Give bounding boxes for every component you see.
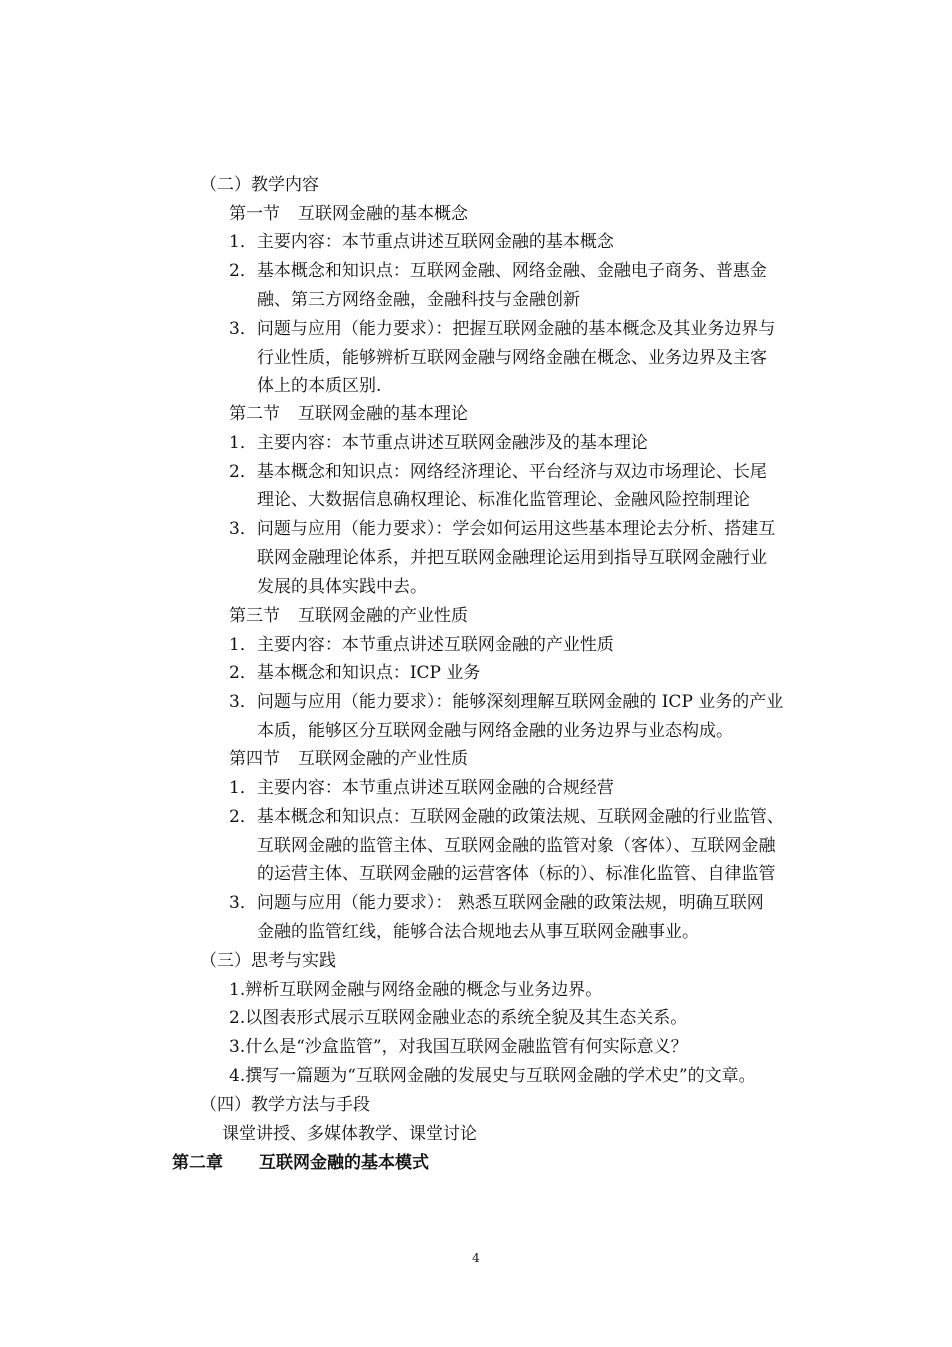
practice-item: 2.以图表形式展示互联网金融业态的系统全貌及其生态关系。 bbox=[229, 1008, 688, 1028]
chapter-title: 互联网金融的基本模式 bbox=[259, 1153, 429, 1173]
list-item: 2．基本概念和知识点：ICP 业务 bbox=[229, 663, 481, 683]
section-title bbox=[229, 602, 468, 631]
section-name: 互联网金融的产业性质 bbox=[298, 606, 468, 626]
teaching-methods-text: 课堂讲授、多媒体教学、课堂讨论 bbox=[222, 1124, 477, 1144]
section-name: 互联网金融的基本概念 bbox=[298, 204, 468, 224]
section-title bbox=[229, 745, 468, 774]
practice-item: 1.辨析互联网金融与网络金融的概念与业务边界。 bbox=[229, 980, 603, 1000]
section-number: 第二节 bbox=[229, 404, 280, 424]
section-title bbox=[229, 400, 468, 429]
list-item: 1．主要内容：本节重点讲述互联网金融的产业性质 bbox=[229, 635, 614, 655]
list-item: 3．问题与应用（能力要求）： 熟悉互联网金融的政策法规，明确互联网 bbox=[229, 893, 764, 913]
section-heading-teaching-methods: （四）教学方法与手段 bbox=[200, 1095, 370, 1115]
section-number: 第一节 bbox=[229, 204, 280, 224]
list-item-continuation: 行业性质，能够辨析互联网金融与网络金融在概念、业务边界及主客 bbox=[257, 348, 767, 368]
list-item-continuation: 的运营主体、互联网金融的运营客体（标的）、标准化监管、自律监管 bbox=[257, 864, 776, 884]
page-number: 4 bbox=[472, 1251, 480, 1265]
list-item-continuation: 金融的监管红线，能够合法合规地去从事互联网金融事业。 bbox=[257, 922, 699, 942]
list-item: 3．问题与应用（能力要求）：能够深刻理解互联网金融的 ICP 业务的产业 bbox=[229, 692, 784, 712]
list-item: 1．主要内容：本节重点讲述互联网金融的基本概念 bbox=[229, 232, 614, 252]
list-item-continuation: 体上的本质区别. bbox=[257, 376, 382, 396]
list-item-continuation: 互联网金融的监管主体、互联网金融的监管对象（客体）、互联网金融 bbox=[257, 836, 776, 856]
list-item-continuation: 理论、大数据信息确权理论、标准化监管理论、金融风险控制理论 bbox=[257, 490, 750, 510]
list-item-continuation: 联网金融理论体系，并把互联网金融理论运用到指导互联网金融行业 bbox=[257, 548, 767, 568]
chapter-heading bbox=[172, 1149, 429, 1178]
section-heading-thinking-practice: （三）思考与实践 bbox=[200, 951, 336, 971]
practice-item: 3.什么是“沙盒监管”，对我国互联网金融监管有何实际意义？ bbox=[229, 1037, 688, 1057]
section-heading-teaching-content: （二）教学内容 bbox=[200, 175, 319, 195]
list-item: 1．主要内容：本节重点讲述互联网金融涉及的基本理论 bbox=[229, 433, 648, 453]
list-item: 1．主要内容：本节重点讲述互联网金融的合规经营 bbox=[229, 778, 614, 798]
list-item: 3．问题与应用（能力要求）：把握互联网金融的基本概念及其业务边界与 bbox=[229, 319, 776, 339]
section-number: 第三节 bbox=[229, 606, 280, 626]
list-item: 3．问题与应用（能力要求）：学会如何运用这些基本理论去分析、搭建互 bbox=[229, 519, 776, 539]
list-item: 2．基本概念和知识点：互联网金融、网络金融、金融电子商务、普惠金 bbox=[229, 261, 767, 281]
list-item: 2．基本概念和知识点：互联网金融的政策法规、互联网金融的行业监管、 bbox=[229, 807, 784, 827]
list-item-continuation: 本质，能够区分互联网金融与网络金融的业务边界与业态构成。 bbox=[257, 721, 733, 741]
section-title bbox=[229, 200, 468, 229]
list-item-continuation: 发展的具体实践中去。 bbox=[257, 577, 427, 597]
list-item-continuation: 融、第三方网络金融，金融科技与金融创新 bbox=[257, 290, 580, 310]
list-item: 2．基本概念和知识点：网络经济理论、平台经济与双边市场理论、长尾 bbox=[229, 462, 767, 482]
section-name: 互联网金融的产业性质 bbox=[298, 749, 468, 769]
practice-item: 4.撰写一篇题为“互联网金融的发展史与互联网金融的学术史”的文章。 bbox=[229, 1066, 756, 1086]
section-number: 第四节 bbox=[229, 749, 280, 769]
chapter-number: 第二章 bbox=[172, 1153, 223, 1173]
section-name: 互联网金融的基本理论 bbox=[298, 404, 468, 424]
